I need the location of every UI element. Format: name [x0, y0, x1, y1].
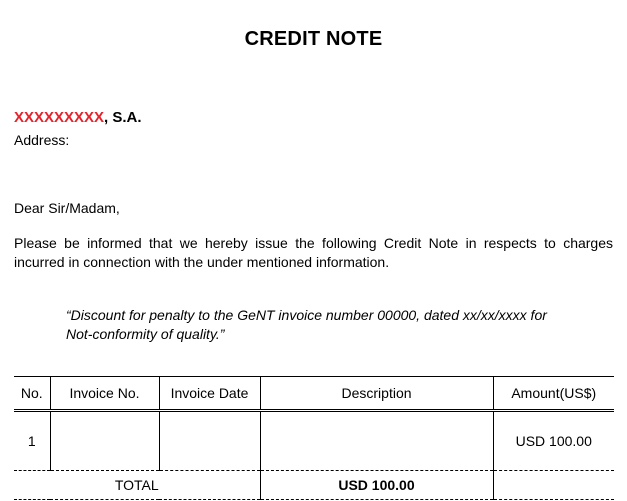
greeting: Dear Sir/Madam, [14, 200, 120, 216]
company-name [14, 109, 142, 126]
cell-no: 1 [14, 411, 50, 471]
address-label: Address: [14, 132, 70, 148]
body-paragraph: Please be informed that we hereby issue the following Credit Note in respects to charges incurred in connection with the under mentioned information. [14, 235, 613, 270]
cell-description [260, 411, 493, 471]
cell-invoice-date [159, 411, 260, 471]
total-row [14, 471, 614, 500]
total-value: USD 100.00 [260, 471, 493, 500]
cell-amount: USD 100.00 [493, 411, 614, 471]
page-title: CREDIT NOTE [244, 28, 383, 50]
table-header-row [14, 377, 614, 411]
total-label: TOTAL [14, 471, 260, 500]
header-no: No. [14, 377, 50, 411]
cell-invoice-no [50, 411, 159, 471]
table-row [14, 411, 614, 471]
quote-line-1: “Discount for penalty to the GeNT invoice number 00000, dated xx/xx/xxxx for [66, 307, 547, 323]
quote-block [66, 306, 586, 344]
header-invoice-no: Invoice No. [50, 377, 159, 411]
quote-line-2: Not-conformity of quality.” [66, 326, 225, 342]
header-description: Description [260, 377, 493, 411]
header-amount: Amount(US$) [493, 377, 614, 411]
company-suffix: , S.A. [104, 109, 142, 126]
credit-note-table [14, 376, 614, 500]
header-invoice-date: Invoice Date [159, 377, 260, 411]
company-name-redacted: XXXXXXXXX [14, 109, 105, 126]
total-amount-empty [493, 471, 614, 500]
